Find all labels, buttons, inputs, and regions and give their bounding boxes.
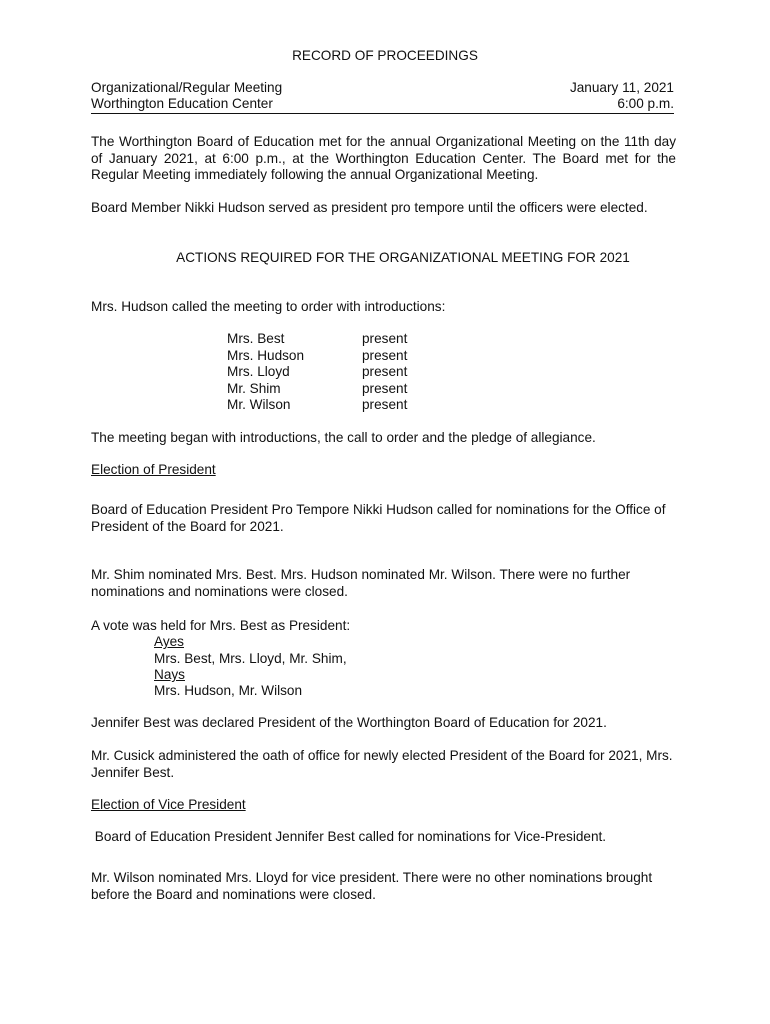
document-title: RECORD OF PROCEEDINGS bbox=[292, 48, 478, 63]
president-election-heading: Election of President bbox=[91, 462, 216, 477]
ayes-label-text: Ayes bbox=[154, 634, 184, 649]
vice-president-election-heading: Election of Vice President bbox=[91, 797, 246, 812]
roll-call-status: present bbox=[362, 331, 408, 346]
meeting-began-paragraph: The meeting began with introductions, the call to order and the pledge of allegiance. bbox=[91, 430, 596, 445]
roll-call-name: Mrs. Lloyd bbox=[227, 364, 290, 380]
roll-call-row bbox=[227, 348, 407, 365]
roll-call-row bbox=[227, 364, 407, 381]
header-row-2 bbox=[91, 96, 674, 114]
president-nominees-paragraph: Mr. Shim nominated Mrs. Best. Mrs. Hudson nominated Mr. Wilson. There were no further nominations and nominations were closed. bbox=[91, 567, 631, 599]
roll-call-status: present bbox=[362, 380, 408, 396]
meeting-location: Worthington Education Center bbox=[91, 96, 273, 111]
nays-label-text: Nays bbox=[154, 667, 185, 682]
intro-paragraph: The Worthington Board of Education met for the annual Organizational Meeting on the 11th day of January 2021, at 6:00 p.m., at the Worthington Education Center. The Board met for the Regular Meeting immediately following the annual Organizational Meeting. bbox=[91, 134, 676, 182]
section-heading: ACTIONS REQUIRED FOR THE ORGANIZATIONAL MEETING FOR 2021 bbox=[176, 250, 630, 265]
roll-call-list bbox=[227, 331, 407, 414]
vice-president-nominations-paragraph: Board of Education President Jennifer Best called for nominations for Vice-President. bbox=[91, 829, 607, 844]
ayes-names: Mrs. Best, Mrs. Lloyd, Mr. Shim, bbox=[154, 651, 347, 666]
roll-call-row bbox=[227, 331, 407, 348]
roll-call-name: Mr. Shim bbox=[227, 380, 281, 396]
vice-president-nominee-paragraph: Mr. Wilson nominated Mrs. Lloyd for vice president. There were no other nominations brought before the Board and nominations were closed. bbox=[91, 870, 653, 902]
roll-call-name: Mr. Wilson bbox=[227, 397, 291, 413]
oath-paragraph: Mr. Cusick administered the oath of office for newly elected President of the Board for 2021, Mrs. Jennifer Best. bbox=[91, 748, 673, 780]
nays-names: Mrs. Hudson, Mr. Wilson bbox=[154, 683, 303, 698]
president-nominations-paragraph: Board of Education President Pro Tempore Nikki Hudson called for nominations for the Office of President of the Board for 2021. bbox=[91, 502, 666, 534]
roll-call-name: Mrs. Hudson bbox=[227, 347, 305, 363]
roll-call-status: present bbox=[362, 347, 408, 363]
header-row-1 bbox=[91, 80, 674, 97]
meeting-time: 6:00 p.m. bbox=[617, 96, 674, 111]
meeting-type: Organizational/Regular Meeting bbox=[91, 80, 283, 95]
president-declared-paragraph: Jennifer Best was declared President of the Worthington Board of Education for 2021. bbox=[91, 715, 607, 730]
call-to-order-paragraph: Mrs. Hudson called the meeting to order with introductions: bbox=[91, 299, 446, 314]
roll-call-name: Mrs. Best bbox=[227, 331, 285, 346]
nays-label bbox=[154, 667, 185, 684]
roll-call-status: present bbox=[362, 397, 408, 413]
roll-call-row bbox=[227, 397, 407, 414]
pro-tempore-paragraph: Board Member Nikki Hudson served as president pro tempore until the officers were elected. bbox=[91, 200, 648, 215]
ayes-label bbox=[154, 634, 184, 651]
roll-call-row bbox=[227, 381, 407, 398]
president-vote-intro: A vote was held for Mrs. Best as President: bbox=[91, 618, 351, 633]
roll-call-status: present bbox=[362, 364, 408, 380]
meeting-date: January 11, 2021 bbox=[569, 80, 674, 95]
